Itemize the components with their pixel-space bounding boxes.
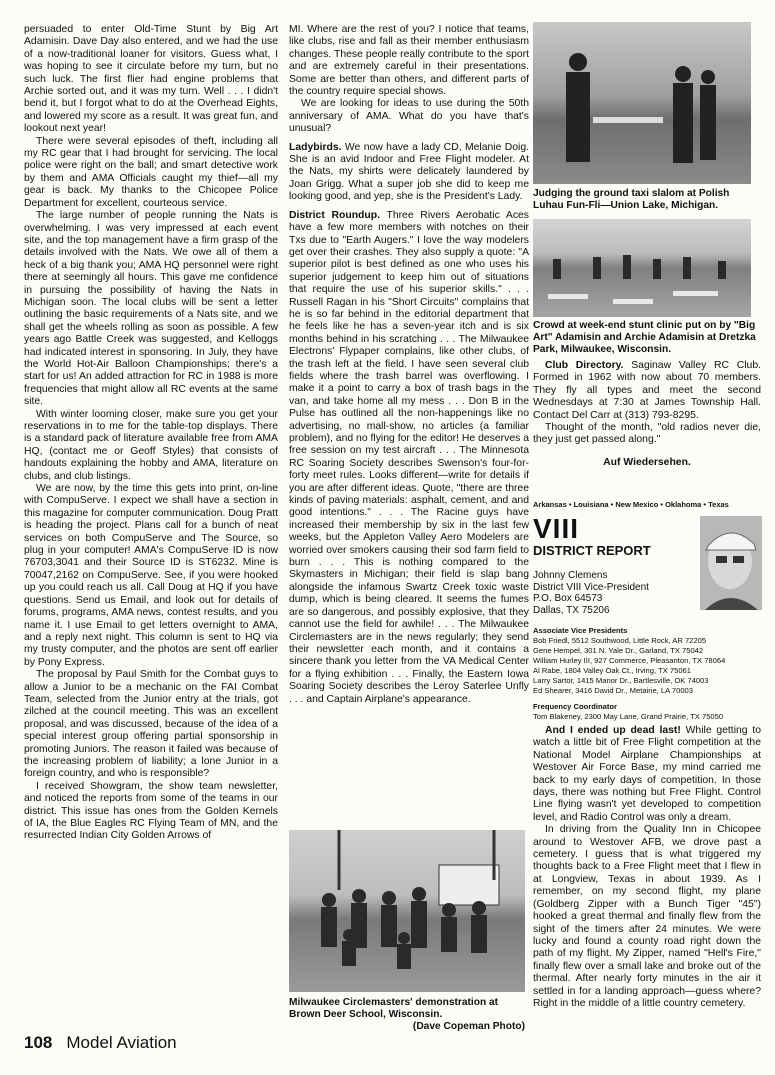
freq-heading: Frequency Coordinator: [533, 702, 617, 711]
roundup-paragraph: [289, 210, 529, 706]
group-photo-caption: [289, 997, 525, 1033]
paragraph: In driving from the Quality Inn in Chicopee around to Westover AFB, we drove past a cemetery. I guess that is what triggered my thoughts back to a Free Flight meet that I flew in at Longview, Texas in about 1939. As I remember, on my second flight, my plane (Goldberg Zipper with a Bunch Tiger "45") hooked a great thermal and finally flew from the sight of the timers after 24 minutes. We were lucky and found a county road right down the path of my flight. My Zipper, named "Hell's Fire," finally flew over a small lake and broke out of the thermal. After nearly forty minutes in the air it settled in for a landing approach—guess where? Right in the middle of a little country cemetery.: [533, 824, 761, 1009]
vp-headshot: [700, 516, 762, 610]
column-2: [289, 24, 529, 706]
paragraph: The proposal by Paul Smith for the Combat guys to allow a Junior to be a mechanic on the FAI Combat Team, selected from the Junior entry at the trials, got zilched at the council meeting. This was an excellent proposal, and was discussed, because of the idea of a special interest group offering partial sponsorship in promoting Juniors. The reason it failed was because of the increasing problem of liability; a lone Junior in a foreign country, and who is responsible?: [24, 669, 278, 780]
page-number: 108: [24, 1033, 53, 1052]
taxi-slalom-caption: Judging the ground taxi slalom at Polish Luhau Fun-Fli—Union Lake, Michigan.: [533, 188, 730, 211]
avp-entry: Al Rabe, 1804 Valley Oak Ct., Irving, TX 75061: [533, 666, 692, 675]
ladybirds-paragraph: [289, 142, 529, 204]
paragraph: The large number of people running the Nats is overwhelming. I was very impressed at each event site, and the top management have a firm grasp of the details involved with the Nats. We owe all of them a heck of a big thank you; AMA HQ personnel were right there at seemingly all hours. This gave me confidence in pursuing the possibility of having the Nats in Michigan soon. The local clubs will be sent a letter outlining the basic requirements of a Nats site, and we shall get the wheels rolling as soon as possible. A few years ago Battle Creek was suggested, and Kelloggs had indicated interest in sponsoring. In July, they have the World Hot-Air Balloon Championships; there's a start for us! An added attraction for RC in 1988 is more frequencies that might allow all RC events at the same site.: [24, 210, 278, 408]
section-lead: Ladybirds.: [289, 141, 342, 153]
avp-entry: Gene Hempel, 301 N. Yale Dr., Garland, TX 75042: [533, 646, 704, 655]
paragraph: persuaded to enter Old-Time Stunt by Big Art Adamisin. Dave Day also entered, and we had the use of a now-traditional loaner for visitors. Guess what, I was hoping to see it circulate before my turn, but no such luck. The first flier had engine problems that Archie sorted out, and it was my turn. Well . . . I didn't bend it, but I forgot what to do at the Overhead Eights, and lowered my score as a result. It was great fun, and lookout next year!: [24, 24, 278, 135]
column-3-bottom: [533, 725, 761, 1010]
vp-name: Johnny Clemens: [533, 570, 608, 581]
stunt-clinic-photo: [533, 219, 751, 317]
signoff: Auf Wiedersehen.: [603, 456, 691, 468]
headshot-illustration: [700, 516, 762, 610]
avp-entry: Ed Shearer, 3416 David Dr., Metairie, LA 70003: [533, 686, 693, 695]
avp-entry: Bob Friedl, 5512 Southwood, Little Rock, AR 72205: [533, 636, 707, 645]
avp-heading: Associate Vice Presidents: [533, 626, 628, 635]
vp-address-2: Dallas, TX 75206: [533, 604, 610, 616]
caption-text: Milwaukee Circlemasters' demonstration at Brown Deer School, Wisconsin.: [289, 997, 499, 1020]
paragraph: With winter looming closer, make sure you get your reservations in to me for the table-top displays. There is a standard pack of literature available free from AMA HQ, (contact me or Geoff Styles) that consists of handouts explaining the hobby and AMA, literature on clubs, and club listings.: [24, 408, 278, 482]
section-lead: Club Directory.: [545, 360, 624, 371]
club-directory-paragraph: [533, 360, 761, 422]
stunt-clinic-caption: Crowd at week-end stunt clinic put on by "Big Art" Adamisin and Archie Adamisin at Dretzka Park, Milwaukee, Wisconsin.: [533, 320, 756, 355]
taxi-slalom-illustration: [533, 22, 751, 184]
vp-address-1: P.O. Box 64573: [533, 593, 603, 604]
section-lead: District Roundup.: [289, 209, 380, 221]
paragraph: Thought of the month, "old radios never die, they just get passed along.": [533, 422, 761, 446]
vp-role: District VIII Vice-President: [533, 581, 649, 593]
column-3-top: [533, 360, 761, 469]
section-text: Three Rivers Aerobatic Aces have a few more members with notches on their Txs due to "Earth Augers." I love the way modelers get over their crashes. They also supply a quote: "A superior pilot is best defined as one who uses his superior judgement to keep him out of situations that require the use of his superior skills." . . . Russell Ragan in his "Short Circuits" complains that he is so far behind in the editorial department that he feels like he has a seven-year itch and is six months behind in his scratching . . . The Milwaukee Electrons' Flypaper complains, like other clubs, of the trash left at the field. I have seen several club fields where the trash barrel was overflowing. I make it a point to carry a box of trash bags in the van, and take home all my mess . . . Don B in the Pulse has outlined all the non-happenings like no advertising, no mall-show, no articles (a familiar problem), and no flying for the editor! He deserves a free session on my test aircraft . . . The Minnesota RC Soaring Society describes Swenson's four-for-forty meet rules. Looks different—write for details if you are after different ideas. Quote, "there are three kinds of paving materials: asphalt, cement, and and good intentions." . . . The Racine guys have increased their membership by six in the last few weeks, but the Appleton Valley Aero Modelers are worried over smokers causing their sod farm field to burn . . . This is nothing compared to the Skymasters in Michigan; their field is slap bang alongside the infamous Swartz Creek toxic waste dump, which is being cleared. It seems the fumes are so dangerous, and possibly explosive, that they cannot use the field for awhile! . . . The Milwaukee Circlemasters are in the news regularly; they send their newsletter each month, and it contains a sincere thank you letter from the VA Medical Center for a flying exhibition . . . Finally, the Eastern Iowa Soaring Society describes the Leroy Saterlee Unfly . . . and Captain Airplane's appearance.: [289, 209, 529, 705]
photo-credit: (Dave Copeman Photo): [412, 1021, 525, 1032]
section-text: We now have a lady CD, Melanie Doig. She is an avid Indoor and Free Flight modeler. At the Nats, my shirts were delicately laundered by Joan Grigg. What a super job she did to keep me looking good, and yep, she is the President's Lady.: [289, 141, 529, 203]
paragraph: I received Showgram, the show team newsletter, and noticed the reports from some of the teams in our district. This issue has ones from the Golden Kernels of IA, the Blue Eagles RC Flying Team of MN, and the resurrected Indian City Golden Arrows of: [24, 780, 278, 842]
avp-entry: Larry Sartor, 1415 Manor Dr., Bartlesville, OK 74003: [533, 676, 709, 685]
magazine-name: Model Aviation: [66, 1033, 177, 1052]
paragraph: MI. Where are the rest of you? I notice that teams, like clubs, rise and fall as their member enthusiasm changes. These people really contribute to the sport and are extremely careful in their presentations. Some are better than others, and different parts of the country require special shows.: [289, 24, 529, 98]
group-photo-illustration: [289, 830, 525, 992]
folio: [24, 1033, 177, 1053]
taxi-slalom-photo: [533, 22, 751, 184]
avp-entry: William Hurley III, 927 Commerce, Pleasanton, TX 78064: [533, 656, 726, 665]
section-lead: And I ended up dead last!: [545, 725, 681, 736]
district-states: Arkansas • Louisiana • New Mexico • Oklahoma • Texas: [533, 500, 729, 509]
district-title: DISTRICT REPORT: [533, 543, 651, 558]
paragraph: We are looking for ideas to use during the 50th anniversary of AMA. What do you have that's unusual?: [289, 98, 529, 135]
group-photo: [289, 830, 525, 992]
stunt-clinic-illustration: [533, 219, 751, 317]
paragraph: There were several episodes of theft, including all my RC gear that I had brought for servicing. The local police were right on the ball; and smart detective work by them and AMA Officials caught my thief—all my gear is back. My thanks to the Chicopee Police Department for excellent, courteous service.: [24, 135, 278, 209]
freq-entry: Tom Blakeney, 2300 May Lane, Grand Prairie, TX 75050: [533, 712, 724, 721]
paragraph: We are now, by the time this gets into print, on-line with CompuServe. I expect we shall have a section in this magazine for computer communication. Doug Pratt is heading the project. Plans call for a bunch of neat services on both CompuServe and The Source, so plug in your computer! AMA's CompuServe ID is now 76703,3041 and their Source ID is ST6232. Mine is 70047,2162 on CompuServe. See, if you were hooked up you could reach us all. Call Doug at HQ if you have questions. Send us Email, and look out for details of forums, programs, AMA news, contest results, and you name it. I use Email to get letters overnight to AMA, and a reply next night. This column is sent to HQ via my trusty computer, and the photos are sent off earlier by Pony Express.: [24, 483, 278, 668]
section-text: While getting to watch a little bit of Free Flight competition at the National Model Airplane Championships at Westover Air Force Base, my mind carried me back to my early days of competition. In those days, there was nothing but Free Flight. Control Line flying wasn't yet developed to competition level, and Radio Control was only a dream.: [533, 725, 761, 823]
district-number: VIII: [533, 513, 580, 544]
associate-vps: [533, 626, 761, 722]
story-paragraph: [533, 725, 761, 824]
section-text: Saginaw Valley RC Club. Formed in 1962 with now about 70 members. They fly all types and meet the second Wednesdays at 7:30 at James Township Hall. Contact Del Carr at (313) 793-8295.: [533, 360, 761, 421]
column-1: [24, 24, 278, 843]
